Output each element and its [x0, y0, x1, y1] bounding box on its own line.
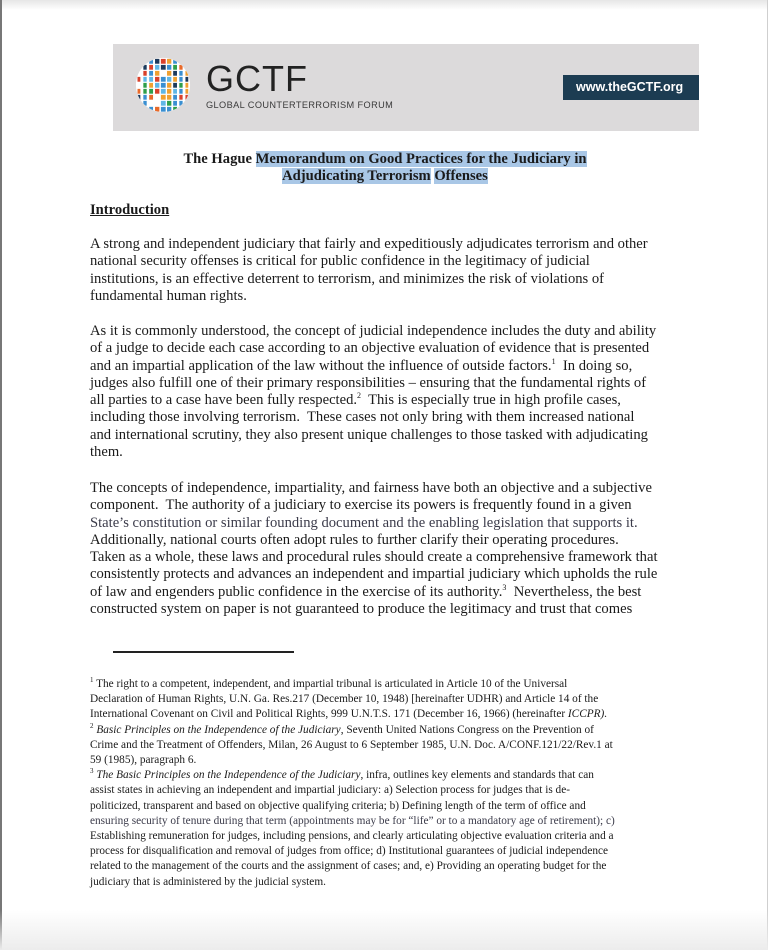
globe-tile: [143, 89, 146, 94]
text-line: related to the management of the courts and the assignment of cases; and, e) Providing an operating budget for the: [90, 860, 607, 873]
globe-tile: [167, 59, 171, 64]
text-line: of a judge to decide each case according to an objective evaluation of evidence that is presented: [90, 340, 650, 357]
globe-tile: [173, 65, 177, 70]
globe-tile: [185, 95, 188, 100]
footnote-3: [90, 768, 690, 783]
globe-tile: [155, 77, 159, 82]
text-line: them.: [90, 444, 123, 461]
text-line: As it is commonly understood, the concept of judicial independence includes the duty and ability: [90, 323, 657, 339]
section-heading-introduction: Introduction: [90, 202, 170, 218]
globe-tile: [149, 77, 153, 82]
globe-tile: [167, 77, 171, 82]
page-top-shadow: [0, 0, 768, 10]
globe-tile: [137, 71, 140, 76]
title-selected-text: Offenses: [434, 168, 488, 184]
footnote-number: 2: [90, 721, 94, 730]
globe-tile: [137, 77, 140, 82]
globe-tile: [149, 95, 153, 100]
globe-tile: [167, 95, 171, 100]
document-title: [90, 151, 680, 185]
globe-tile: [149, 59, 153, 64]
globe-tile: [167, 101, 171, 106]
globe-tile: [173, 71, 177, 76]
text-line: component. The authority of a judiciary to exercise its powers is frequently found in a given: [90, 497, 632, 514]
globe-tile: [137, 89, 140, 94]
globe-tile: [161, 59, 166, 64]
text-line: [90, 358, 690, 375]
page-bottom-shadow: [0, 910, 768, 950]
text-line: fundamental human rights.: [90, 287, 247, 304]
footnote-number: 3: [90, 767, 94, 776]
text-line: including those involving terrorism. These cases not only bring with them increased national: [90, 409, 635, 426]
footnote-ref-3[interactable]: 3: [502, 582, 507, 592]
globe-tile: [155, 65, 159, 70]
globe-tile: [167, 107, 171, 112]
text-line: Crime and the Treatment of Offenders, Milan, 26 August to 6 September 1985, U.N. Doc. A/CONF.121/22/Rev.1 at: [90, 738, 613, 751]
text-line: consistently protects and advances an independent and impartial judiciary which upholds the rule: [90, 566, 658, 583]
text-segment: all parties to a case have been fully respected.: [90, 392, 358, 409]
brand-block: [206, 58, 394, 110]
footnote-ref-2[interactable]: 2: [357, 391, 362, 401]
text-line: A strong and independent judiciary that fairly and expeditiously adjudicates terrorism and other: [90, 236, 648, 252]
globe-tile: [155, 95, 159, 100]
globe-tile: [149, 89, 153, 94]
globe-tile: [179, 77, 182, 82]
globe-tile: [167, 83, 171, 88]
text-segment: , infra, outlines key elements and standards that can: [360, 769, 594, 782]
text-line: assist states in achieving an independent and impartial judiciary: a) Selection process for judges that is de-: [90, 784, 570, 797]
globe-tile: [173, 107, 177, 112]
footnote-number: 1: [90, 676, 94, 684]
text-segment: International Covenant on Civil and Political Rights, 999 U.N.T.S. 171 (December 16, 1966) (hereinafter: [90, 708, 568, 721]
paragraph-2: [90, 323, 690, 461]
globe-tile: [143, 101, 146, 106]
gctf-globe-logo-icon: [134, 56, 192, 114]
text-line: The concepts of independence, impartiality, and fairness have both an objective and a subjective: [90, 480, 652, 496]
globe-tile: [167, 65, 171, 70]
globe-tile: [161, 77, 166, 82]
globe-tile: [161, 83, 166, 88]
globe-tile: [149, 101, 153, 106]
globe-tile: [155, 71, 159, 76]
globe-tile: [179, 71, 182, 76]
globe-tile: [161, 101, 166, 106]
text-line: politicized, transparent and based on objective qualifying criteria; b) Defining length of the term of office and: [90, 799, 586, 812]
paragraph-1: [90, 236, 690, 305]
text-line: ensuring security of tenure during that term (appointments may be for “life” or to a mandatory age of retirement); c): [90, 814, 615, 827]
text-line: judges also fulfill one of their primary responsibilities – ensuring that the fundamental rights of: [90, 374, 647, 391]
text-segment-italic: Basic Principles on the Independence of the Judiciary: [93, 723, 341, 736]
globe-tile: [149, 107, 153, 112]
globe-tile: [143, 95, 146, 100]
globe-tile: [155, 107, 159, 112]
globe-tile: [173, 83, 177, 88]
globe-tile: [167, 71, 171, 76]
website-url-link[interactable]: www.theGCTF.org: [563, 75, 699, 100]
globe-tile: [179, 95, 182, 100]
text-line: State’s constitution or similar founding document and the enabling legislation that supports it.: [90, 514, 638, 531]
globe-tile: [161, 65, 166, 70]
text-segment: , Seventh United Nations Congress on the Prevention of: [340, 723, 594, 736]
globe-tile: [167, 89, 171, 94]
text-line: constructed system on paper is not guaranteed to produce the legitimacy and trust that comes: [90, 601, 633, 618]
globe-tile: [149, 65, 153, 70]
globe-tile: [161, 89, 166, 94]
footnote-1: [90, 677, 690, 692]
brand-name: GCTF: [206, 58, 308, 99]
globe-tile: [179, 101, 182, 106]
text-line: 59 (1985), paragraph 6.: [90, 754, 197, 767]
text-line: institutions, is an effective deterrent to terrorism, and minimizes the risk of violations of: [90, 270, 605, 287]
text-segment: The right to a competent, independent, and impartial tribunal is articulated in Article 10 of the Universal: [93, 678, 568, 690]
title-part: The Hague: [183, 151, 256, 167]
brand-subtitle: GLOBAL COUNTERTERRORISM FORUM: [206, 100, 394, 110]
text-segment-italic: The Basic Principles on the Independence of the Judiciary: [93, 769, 361, 782]
globe-tile: [143, 65, 146, 70]
globe-tile: [179, 89, 182, 94]
globe-tile: [161, 95, 166, 100]
text-line: national security offenses is critical for public confidence in the legitimacy of judicial: [90, 253, 590, 270]
globe-tile: [143, 71, 146, 76]
globe-tile: [149, 71, 153, 76]
text-line: and international scrutiny, they also present unique challenges to those tasked with adjudicating: [90, 426, 648, 443]
text-line: [90, 392, 690, 409]
text-segment: In doing so,: [555, 357, 633, 374]
globe-tile: [173, 89, 177, 94]
text-line: Additionally, national courts often adopt rules to further clarify their operating procedures.: [90, 531, 619, 548]
globe-tile: [137, 95, 140, 100]
globe-tile: [155, 89, 159, 94]
globe-tile: [161, 107, 166, 112]
globe-tile: [173, 59, 177, 64]
text-line: Taken as a whole, these laws and procedural rules should create a comprehensive framework that: [90, 549, 658, 566]
globe-tile: [155, 59, 159, 64]
globe-tile: [173, 101, 177, 106]
text-segment-italic: ICCPR).: [567, 708, 608, 721]
globe-tile: [137, 83, 140, 88]
globe-tile: [149, 83, 153, 88]
paragraph-3: [90, 480, 690, 618]
globe-tile: [185, 83, 188, 88]
text-line: Establishing remuneration for judges, including pensions, and clearly articulating objective evaluation criteria and a: [90, 830, 614, 843]
text-line: [90, 584, 690, 601]
globe-tile: [161, 71, 166, 76]
footnotes: [90, 677, 690, 890]
globe-tile: [173, 77, 177, 82]
text-segment: and an impartial application of the law without the influence of outside factors.: [90, 357, 552, 374]
text-line: [90, 707, 690, 722]
title-selected-text: Memorandum on Good Practices for the Judiciary in: [255, 151, 587, 167]
globe-tile: [185, 89, 188, 94]
globe-tile: [185, 77, 188, 82]
text-line: Declaration of Human Rights, U.N. Ga. Res.217 (December 10, 1948) [hereinafter UDHR) and Article 14 of the: [90, 693, 599, 706]
footnote-separator: [113, 651, 294, 653]
text-segment: of law and engenders public confidence in the exercise of its authority.: [90, 583, 503, 600]
globe-tile: [155, 83, 159, 88]
globe-tile: [173, 95, 177, 100]
globe-tile: [155, 101, 159, 106]
footnote-2: [90, 723, 690, 738]
footnote-ref-1[interactable]: 1: [551, 356, 556, 366]
text-segment: This is especially true in high profile cases,: [361, 392, 621, 409]
text-segment: Nevertheless, the best: [506, 583, 642, 600]
globe-tile: [185, 71, 188, 76]
text-line: process for disqualification and removal of judges from office; d) Institutional guarantees of judicial independence: [90, 845, 609, 858]
globe-tile: [143, 83, 146, 88]
globe-tile: [143, 77, 146, 82]
page-left-edge: [0, 0, 2, 950]
title-selected-text: Adjudicating Terrorism: [282, 168, 431, 184]
globe-tile: [179, 65, 182, 70]
text-line: judiciary that is administered by the judicial system.: [90, 875, 326, 888]
gctf-banner: [113, 44, 699, 131]
globe-tile: [179, 83, 182, 88]
